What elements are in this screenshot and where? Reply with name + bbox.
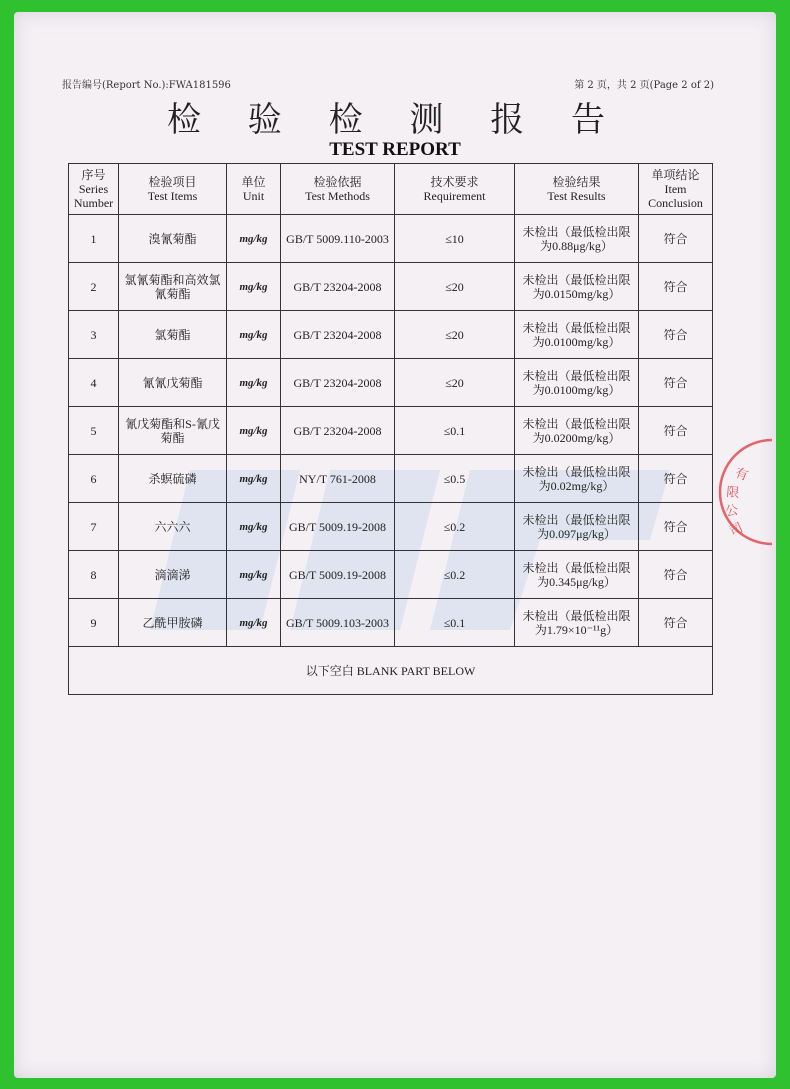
cell-result: 未检出（最低检出限为0.02mg/kg） [515,455,639,503]
cell-result: 未检出（最低检出限为0.0200mg/kg） [515,407,639,455]
svg-text:有: 有 [732,465,750,485]
header-requirement: 技术要求 Requirement [395,164,515,215]
cell-item: 乙酰甲胺磷 [119,599,227,647]
cell-item: 滴滴涕 [119,551,227,599]
svg-text:司: 司 [727,520,746,540]
cell-result: 未检出（最低检出限为0.345μg/kg） [515,551,639,599]
cell-item: 氰戊菊酯和S-氰戊菊酯 [119,407,227,455]
report-number: 报告编号(Report No.):FWA181596 [62,80,231,91]
cell-method: GB/T 5009.103-2003 [281,599,395,647]
cell-number: 3 [69,311,119,359]
cell-conclusion: 符合 [639,215,713,263]
cell-method: GB/T 23204-2008 [281,311,395,359]
cell-requirement: ≤0.2 [395,503,515,551]
report-title-cn: 检 验 检 测 报 告 [166,100,624,140]
cell-conclusion: 符合 [639,599,713,647]
cell-requirement: ≤0.2 [395,551,515,599]
table-row [69,215,713,263]
cell-conclusion: 符合 [639,407,713,455]
cell-conclusion: 符合 [639,311,713,359]
report-title-en: TEST REPORT [329,139,461,160]
cell-requirement: ≤20 [395,311,515,359]
cell-conclusion: 符合 [639,551,713,599]
cell-unit: mg/kg [227,263,281,311]
header-test-items: 检验项目 Test Items [119,164,227,215]
cell-unit: mg/kg [227,215,281,263]
cell-unit: mg/kg [227,551,281,599]
cell-item: 杀螟硫磷 [119,455,227,503]
header-item-conclusion: 单项结论 Item Conclusion [639,164,713,215]
cell-result: 未检出（最低检出限为0.88μg/kg） [515,215,639,263]
table-row [69,455,713,503]
table-header-row [69,164,713,215]
cell-unit: mg/kg [227,455,281,503]
cell-item: 氯菊酯 [119,311,227,359]
cell-number: 4 [69,359,119,407]
cell-requirement: ≤10 [395,215,515,263]
cell-method: GB/T 23204-2008 [281,359,395,407]
test-results-table [68,163,713,695]
cell-unit: mg/kg [227,407,281,455]
official-seal-stamp [712,432,772,552]
table-row [69,407,713,455]
cell-unit: mg/kg [227,599,281,647]
cell-requirement: ≤0.1 [395,599,515,647]
cell-item: 六六六 [119,503,227,551]
cell-conclusion: 符合 [639,263,713,311]
table-row [69,503,713,551]
cell-conclusion: 符合 [639,359,713,407]
page-indicator: 第 2 页，共 2 页(Page 2 of 2) [574,80,714,91]
cell-method: NY/T 761-2008 [281,455,395,503]
cell-unit: mg/kg [227,311,281,359]
cell-result: 未检出（最低检出限为0.0100mg/kg） [515,359,639,407]
cell-requirement: ≤20 [395,359,515,407]
blank-part-note: 以下空白 BLANK PART BELOW [69,647,713,695]
table-row [69,599,713,647]
table-row [69,359,713,407]
cell-number: 6 [69,455,119,503]
table-row [69,311,713,359]
cell-method: GB/T 5009.110-2003 [281,215,395,263]
cell-method: GB/T 23204-2008 [281,407,395,455]
header-test-methods: 检验依据 Test Methods [281,164,395,215]
cell-method: GB/T 23204-2008 [281,263,395,311]
cell-number: 7 [69,503,119,551]
cell-item: 氯氰菊酯和高效氯氰菊酯 [119,263,227,311]
cell-conclusion: 符合 [639,455,713,503]
cell-number: 2 [69,263,119,311]
cell-requirement: ≤0.5 [395,455,515,503]
table-row [69,263,713,311]
cell-number: 1 [69,215,119,263]
cell-result: 未检出（最低检出限为0.097μg/kg） [515,503,639,551]
header-series-number: 序号 Series Number [69,164,119,215]
svg-text:限: 限 [725,485,740,502]
cell-result: 未检出（最低检出限为1.79×10⁻¹¹g） [515,599,639,647]
table-row [69,551,713,599]
cell-number: 5 [69,407,119,455]
cell-requirement: ≤0.1 [395,407,515,455]
cell-number: 8 [69,551,119,599]
cell-conclusion: 符合 [639,503,713,551]
cell-number: 9 [69,599,119,647]
cell-item: 氰氰戊菊酯 [119,359,227,407]
svg-text:公: 公 [724,502,740,520]
header-unit: 单位 Unit [227,164,281,215]
cell-result: 未检出（最低检出限为0.0150mg/kg） [515,263,639,311]
cell-unit: mg/kg [227,359,281,407]
header-test-results: 检验结果 Test Results [515,164,639,215]
cell-method: GB/T 5009.19-2008 [281,503,395,551]
cell-item: 溴氰菊酯 [119,215,227,263]
cell-requirement: ≤20 [395,263,515,311]
cell-unit: mg/kg [227,503,281,551]
cell-result: 未检出（最低检出限为0.0100mg/kg） [515,311,639,359]
blank-part-row [69,647,713,695]
cell-method: GB/T 5009.19-2008 [281,551,395,599]
